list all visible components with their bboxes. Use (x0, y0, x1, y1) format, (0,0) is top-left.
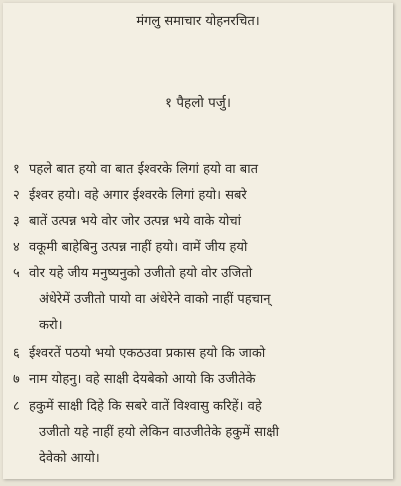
line-text: ईश्वर हयो। वहे अगार ईश्वरके लिगां हयो। सबरे (29, 188, 247, 203)
verse-number: ८ (13, 399, 20, 414)
verse-number: ४ (13, 240, 20, 255)
document-page (3, 3, 393, 479)
line-text: पहले बात हयो वा बात ईश्वरके लिगां हयो वा बात (29, 162, 259, 177)
line-text: हकुमें साक्षी दिहे कि सबरे वातें विश्वासु करिहें। वहे (29, 399, 262, 414)
line-text: वकूमी बाहेबिनु उत्पन्न नाहीं हयो। वामें जीय हयो (29, 240, 248, 255)
verse-number: ५ (13, 266, 20, 281)
verse-number: ६ (13, 346, 20, 361)
line-text: करो। (39, 318, 63, 333)
line-text: वोर यहे जीय मनुष्यनुको उजीतो हयो वोर उजितो (29, 266, 253, 281)
verse-number: २ (13, 188, 20, 203)
page-header: मंगलु समाचार योहनरचित। (136, 14, 260, 29)
verse-number: ३ (13, 214, 20, 229)
line-text: बातें उत्पन्न भये वोर जोर उत्पन्न भये वाके योचां (29, 214, 242, 229)
line-text: अंधेरेमें उजीतो पायो वा अंधेरेने वाको नाहीं पहचान् (39, 292, 271, 307)
verse-number: १ (13, 162, 20, 177)
line-text: ईश्वरतें पठयो भयो एकठउवा प्रकास हयो कि जाको (29, 346, 266, 361)
line-text: देवेको आयो। (39, 451, 100, 466)
line-text: नाम योहनु। वहे साक्षी देयबेको आयो कि उजीतेके (29, 372, 256, 387)
verse-number: ७ (13, 372, 20, 387)
chapter-heading: १ पैहलो पर्जु। (165, 95, 231, 111)
line-text: उजीतो यहे नाहीं हयो लेकिन वाउजीतेके हकुमें साक्षी (39, 425, 279, 440)
